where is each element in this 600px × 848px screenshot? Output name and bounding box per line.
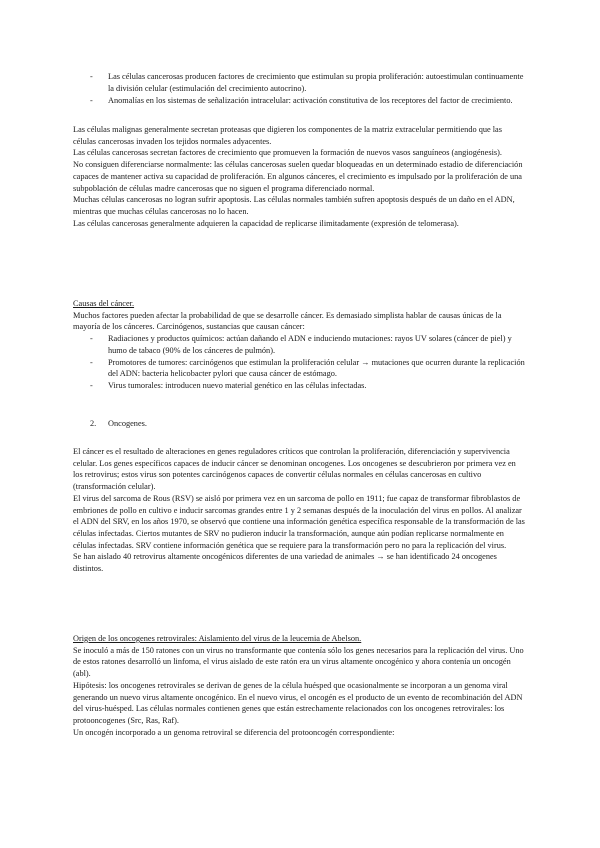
list-item-text: Promotores de tumores: carcinógenos que estimulan la proliferación celular → mutaciones que ocurren durante la replicación del ADN: bacteria helicobacter pylori que causa cáncer de estómago. xyxy=(108,357,525,379)
section-heading: Origen de los oncogenes retrovirales: Aislamiento del virus de la leucemia de Abelson. xyxy=(73,634,362,643)
paragraph: Muchos factores pueden afectar la probabilidad de que se desarrolle cáncer. Es demasiado simplista hablar de causas únicas de la mayoría de los cánceres. Carcinógenos, sustancias que causan cáncer: xyxy=(73,310,502,332)
paragraph: Un oncogén incorporado a un genoma retroviral se diferencia del protooncogén correspondiente: xyxy=(73,727,395,737)
oncogenes-paragraphs xyxy=(73,446,525,575)
intro-bullet-list xyxy=(73,71,525,107)
paragraph: Se han aislado 40 retrovirus altamente oncogénicos diferentes de una variedad de animales → se han identificado 24 oncogenes distintos. xyxy=(73,552,497,574)
list-item-text: Anomalías en los sistemas de señalización intracelular: activación constitutiva de los receptores del factor de crecimiento. xyxy=(108,96,513,106)
list-item xyxy=(73,71,525,94)
section-number: 2. xyxy=(90,419,97,428)
paragraph: Las células cancerosas generalmente adquieren la capacidad de replicarse ilimitadamente (expresión de telomerasa). xyxy=(73,218,459,228)
bullet-dash: - xyxy=(90,96,93,106)
paragraph: No consiguen diferenciarse normalmente: las células cancerosas suelen quedar bloqueadas en un determinado estadio de diferenciación capaces de mantener activa su capacidad de proliferación. En algunos cánceres, el crecimiento es impulsado por la proliferación de una subpoblación de células madre cancerosas que no siguen el programa diferenciado normal. xyxy=(73,160,523,193)
paragraph: El cáncer es el resultado de alteraciones en genes reguladores críticos que controlan la proliferación, diferenciación y supervivencia celular. Los genes específicos capaces de inducir cáncer se denominan oncogenes. Los oncogenes se descubrieron por primera vez en los retrovirus; estos virus son potentes carcinógenos capaces de convertir células normales en células cancerosas en cultivo (transformación celular). xyxy=(73,447,516,492)
paragraph: Las células cancerosas secretan factores de crecimiento que promueven la formación de nuevos vasos sanguíneos (angiogénesis). xyxy=(73,148,502,158)
section-heading: Causas del cáncer. xyxy=(73,299,135,308)
paragraph: El virus del sarcoma de Rous (RSV) se aisló por primera vez en un sarcoma de pollo en 1911; fue capaz de transformar fibroblastos de embriones de pollo en cultivo e inducir sarcomas grandes entre 1 y 2 semanas después de la inoculación del virus en pollos. Al analizar el ADN del SRV, en los años 1970, se observó que contiene una información genética específica responsable de la transformación de las células infectadas. Ciertos mutantes de SRV no pudieron inducir la transformación, aunque aún podían replicarse normalmente en células infectadas. SRV contiene información genética que se requiere para la transformación pero no para la replicación del virus. xyxy=(73,493,525,550)
list-item xyxy=(73,380,525,392)
causes-section xyxy=(73,298,525,392)
numbered-heading xyxy=(73,418,525,430)
list-item-text: Radiaciones y productos químicos: actúan dañando el ADN e induciendo mutaciones: rayos UV solares (cáncer de piel) y humo de tabaco (90% de los cánceres de pulmón). xyxy=(108,334,512,355)
bullet-dash: - xyxy=(90,334,93,344)
section-2-heading xyxy=(73,418,525,430)
paragraph-block xyxy=(73,124,525,229)
list-item xyxy=(73,357,525,380)
paragraph: Se inoculó a más de 150 ratones con un virus no transformante que contenía sólo los genes necesarios para la replicación del virus. Uno de estos ratones desarrolló un linfoma, el virus aislado de este ratón era un virus altamente oncogénico y ahora contenía un oncogén (abl). xyxy=(73,645,524,679)
list-item-text: Virus tumorales: introducen nuevo material genético en las células infectadas. xyxy=(108,380,367,390)
list-item xyxy=(73,333,525,356)
paragraph: Las células malignas generalmente secretan proteasas que digieren los componentes de la matriz extracelular permitiendo que las células cancerosas invaden los tejidos normales adyacentes. xyxy=(73,125,502,146)
list-item-text: Las células cancerosas producen factores de crecimiento que estimulan su propia proliferación: autoestimulan continuamente la división celular (estimulación del crecimiento autocrino). xyxy=(108,72,524,93)
origin-section xyxy=(73,633,525,738)
section-title: Oncogenes. xyxy=(108,419,147,428)
list-item xyxy=(73,95,525,107)
paragraph: Muchas células cancerosas no logran sufrir apoptosis. Las células normales también sufren apoptosis después de un daño en el ADN, mientras que muchas células cancerosas no lo hacen. xyxy=(73,195,515,216)
bullet-dash: - xyxy=(90,357,93,367)
paragraph: Hipótesis: los oncogenes retrovirales se derivan de genes de la célula huésped que ocasionalmente se incorporan a un genoma viral generando un nuevo virus altamente oncogénico. En el nuevo virus, el oncogén es el producto de un evento de recombinación del ADN del virus-huésped. Las células normales contienen genes que están estrechamente relacionados con los oncogenes retrovirales: los protooncogenes (Src, Ras, Raf). xyxy=(73,680,523,725)
bullet-dash: - xyxy=(90,380,93,390)
bullet-dash: - xyxy=(90,72,93,81)
